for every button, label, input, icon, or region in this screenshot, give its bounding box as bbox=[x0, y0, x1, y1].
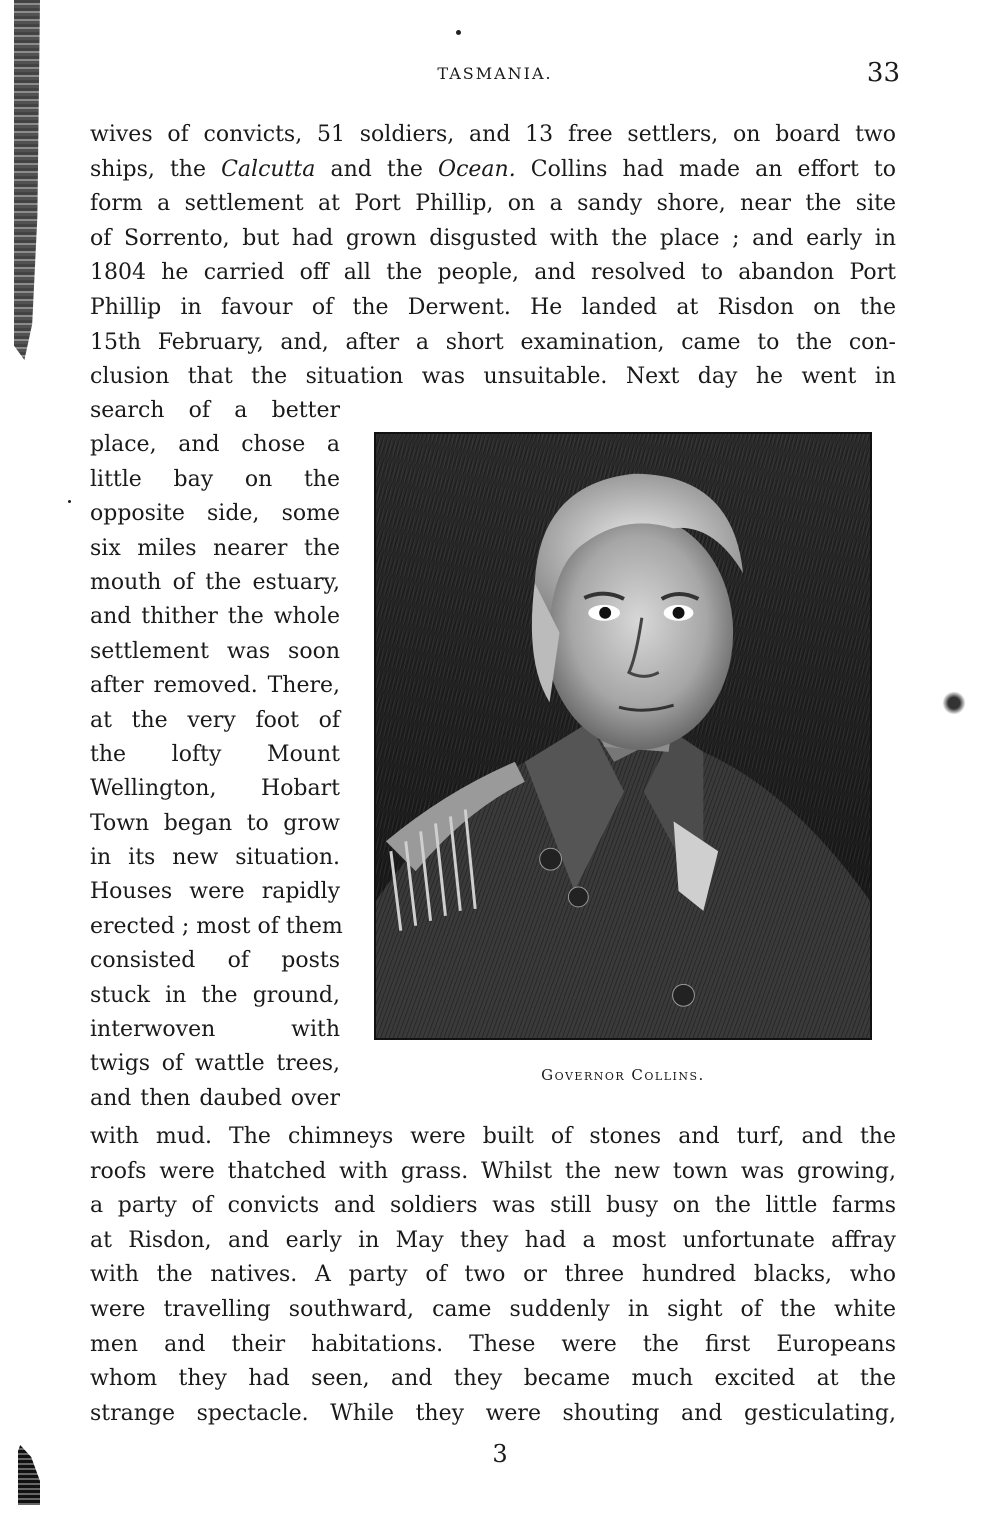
text-line: and thither the whole bbox=[90, 604, 340, 630]
paragraph-top bbox=[90, 118, 896, 395]
figure-caption: Governor Collins. bbox=[541, 1066, 705, 1084]
binding-shadow-top bbox=[14, 0, 40, 360]
text-line: Phillip in favour of the Derwent. He landed at Risdon on the bbox=[90, 294, 896, 320]
text-line: erected ; most of them bbox=[90, 913, 343, 939]
text-line: Town began to grow bbox=[90, 810, 340, 836]
text-line: in its new situation. bbox=[90, 845, 340, 871]
portrait-illustration bbox=[376, 434, 870, 1038]
text-line: roofs were thatched with grass. Whilst the new town was growing, bbox=[90, 1158, 896, 1184]
text-line: settlement was soon bbox=[90, 638, 340, 664]
text-line: at the very foot of bbox=[90, 707, 340, 733]
text-line: men and their habitations. These were the first Europeans bbox=[90, 1331, 896, 1357]
ink-blot bbox=[942, 688, 966, 718]
paragraph-bottom bbox=[90, 1120, 896, 1431]
signature-mark: 3 bbox=[492, 1440, 508, 1468]
text-line: form a settlement at Port Phillip, on a sandy shore, near the site bbox=[90, 191, 896, 217]
text-line: with mud. The chimneys were built of stones and turf, and the bbox=[90, 1124, 896, 1149]
running-title: TASMANIA. bbox=[437, 64, 553, 83]
running-head bbox=[90, 58, 900, 92]
text-line: place, and chose a bbox=[90, 432, 340, 458]
portrait-engraving bbox=[374, 432, 872, 1040]
text-line: Wellington, Hobart bbox=[90, 776, 340, 802]
text-line: twigs of wattle trees, bbox=[90, 1051, 340, 1077]
text-line: opposite side, some bbox=[90, 501, 340, 527]
text-line: interwoven with bbox=[90, 1017, 340, 1043]
page-number: 33 bbox=[866, 58, 900, 88]
text-line: strange spectacle. While they were shouting and gesticulating, bbox=[90, 1400, 896, 1426]
text-line: 15th February, and, after a short examination, came to the con- bbox=[90, 329, 896, 355]
text-line: wives of convicts, 51 soldiers, and 13 free settlers, on board two bbox=[90, 122, 896, 147]
text-line: Houses were rapidly bbox=[90, 879, 340, 905]
text-line: the lofty Mount bbox=[90, 741, 340, 767]
paragraph-narrow-column bbox=[90, 394, 343, 1116]
text-line: whom they had seen, and they became much excited at the bbox=[90, 1366, 896, 1392]
text-line: ships, the Calcutta and the Ocean. Collins had made an effort to bbox=[90, 156, 896, 182]
text-line: little bay on the bbox=[90, 466, 340, 492]
text-line: and then daubed over bbox=[90, 1085, 340, 1111]
text-line: stuck in the ground, bbox=[90, 982, 340, 1008]
text-line: after removed. There, bbox=[90, 673, 340, 699]
ship-name: Calcutta bbox=[221, 156, 316, 182]
text-line: 1804 he carried off all the people, and resolved to abandon Port bbox=[90, 260, 896, 286]
text-line: at Risdon, and early in May they had a most unfortunate affray bbox=[90, 1227, 896, 1253]
text-line: search of a better bbox=[90, 398, 340, 423]
text-line: a party of convicts and soldiers was still busy on the little farms bbox=[90, 1193, 896, 1219]
text-line: were travelling southward, came suddenly in sight of the white bbox=[90, 1296, 896, 1322]
text-line: clusion that the situation was unsuitable. Next day he went in bbox=[90, 364, 896, 390]
text-line: of Sorrento, but had grown disgusted with the place ; and early in bbox=[90, 225, 896, 251]
text-line: six miles nearer the bbox=[90, 535, 340, 561]
text-line: consisted of posts bbox=[90, 948, 340, 974]
ship-name: Ocean. bbox=[438, 156, 516, 182]
text-line: mouth of the estuary, bbox=[90, 569, 340, 595]
text-line: with the natives. A party of two or three hundred blacks, who bbox=[90, 1262, 896, 1288]
ink-speck bbox=[68, 500, 71, 503]
ink-speck bbox=[456, 30, 461, 35]
